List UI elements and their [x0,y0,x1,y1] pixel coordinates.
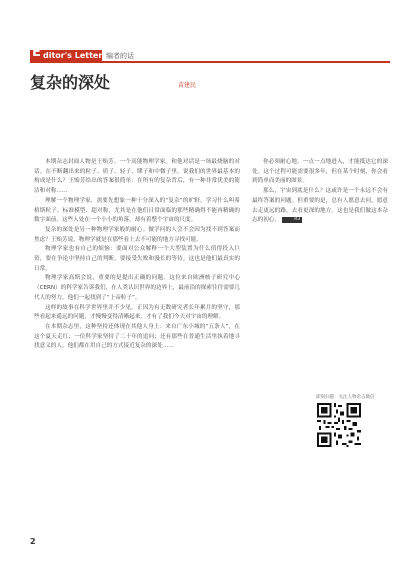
paragraph: 物理学家高斯会说，重要的是提出正确的问题。这位来自欧洲核子研究中心（CERN）的科学家告诉我们，在人类认识世界的边界上，最前沿的探索往往需要几代人的努力，他们一起找到了“上帝粒子”。 [34,275,240,301]
editors-letter-initial: E [32,45,41,60]
article-author: 苗建民 [178,82,197,89]
article-title: 复杂的深处 [30,73,111,92]
page-number: 2 [30,537,36,546]
paragraph: 复杂的深处是另一种物理学家般的耐心。做学问的人会不会因为找不到答案而焦虑？王贻芳说，物理学就是在那些看上去不可能的地方寻找可能。 [34,226,240,243]
paragraph: 你必须耐心地、一点一点地进入，才能抵达它的深处。这个过程可能需要很多年，但在某个时刻，你会看到简单而美丽的图景。 [252,159,388,185]
editors-letter-subtitle: 编者的话 [106,52,134,60]
body-column-right [252,158,388,288]
body-column-left [34,158,240,514]
header-rule [30,61,390,63]
paragraph: 这样的故事在科学世界里并不少见。正因为有无数研究者长年累月的坚守，那些看起来遥远的问题，才慢慢变得清晰起来，才有了我们今天对宇宙的理解。 [34,304,240,321]
qr-caption: 即刻扫描：关注人物杂志微信 [316,395,375,400]
paragraph: 物理学家也有自己的烦恼：要面对公众解释一个大型装置为什么值得投入巨资，要在争论中坚持自己的判断，要接受失败和漫长的等待。这也是他们最真实的日常。 [34,246,240,272]
paragraph: 理解一个物理学家，需要先想象一种十分深入的“复杂”的旷野。学习什么叫希格斯粒子、标准模型、超对称，尤其是在他们日常面临的那些精确得不能再精确的数字面前。这些人处在一个小小的角落，却有着整个宇宙的尺度。 [34,197,240,224]
paragraph: 在本期杂志里，这种坚持还体现在其他人身上：来自广东小城的“五条人”，在这个夏天走红；一位科学家坚持了二十年的追问；还有那些在普通生活里执着地寻找意义的人。他们都在用自己的方式接近复杂的深处…… [34,323,240,350]
paragraph-text: 那么，宇宙到底是什么？这或许是一个永远不会有最终答案的问题。但重要的是，总有人愿意去问，愿意去走更远的路，去看更深的地方。这也是我们做这本杂志的初心。 [252,188,388,224]
qr-code-icon[interactable] [317,403,361,447]
editors-letter-label: ditor's Letter [43,51,103,60]
end-mark: R3 [282,217,302,223]
paragraph: 本期杂志封面人物是王贻芳。一个高能物理学家。和他对话是一场最烧脑的对话。在不断翻出来的粒子、质子、轻子、缪子和中微子里，说我们的世界最基本的构成是什么？王贻芳给出的答案很简单：在所有的复杂背后，有一种非常优美的简洁和对称…… [34,159,240,195]
paragraph [252,187,388,226]
